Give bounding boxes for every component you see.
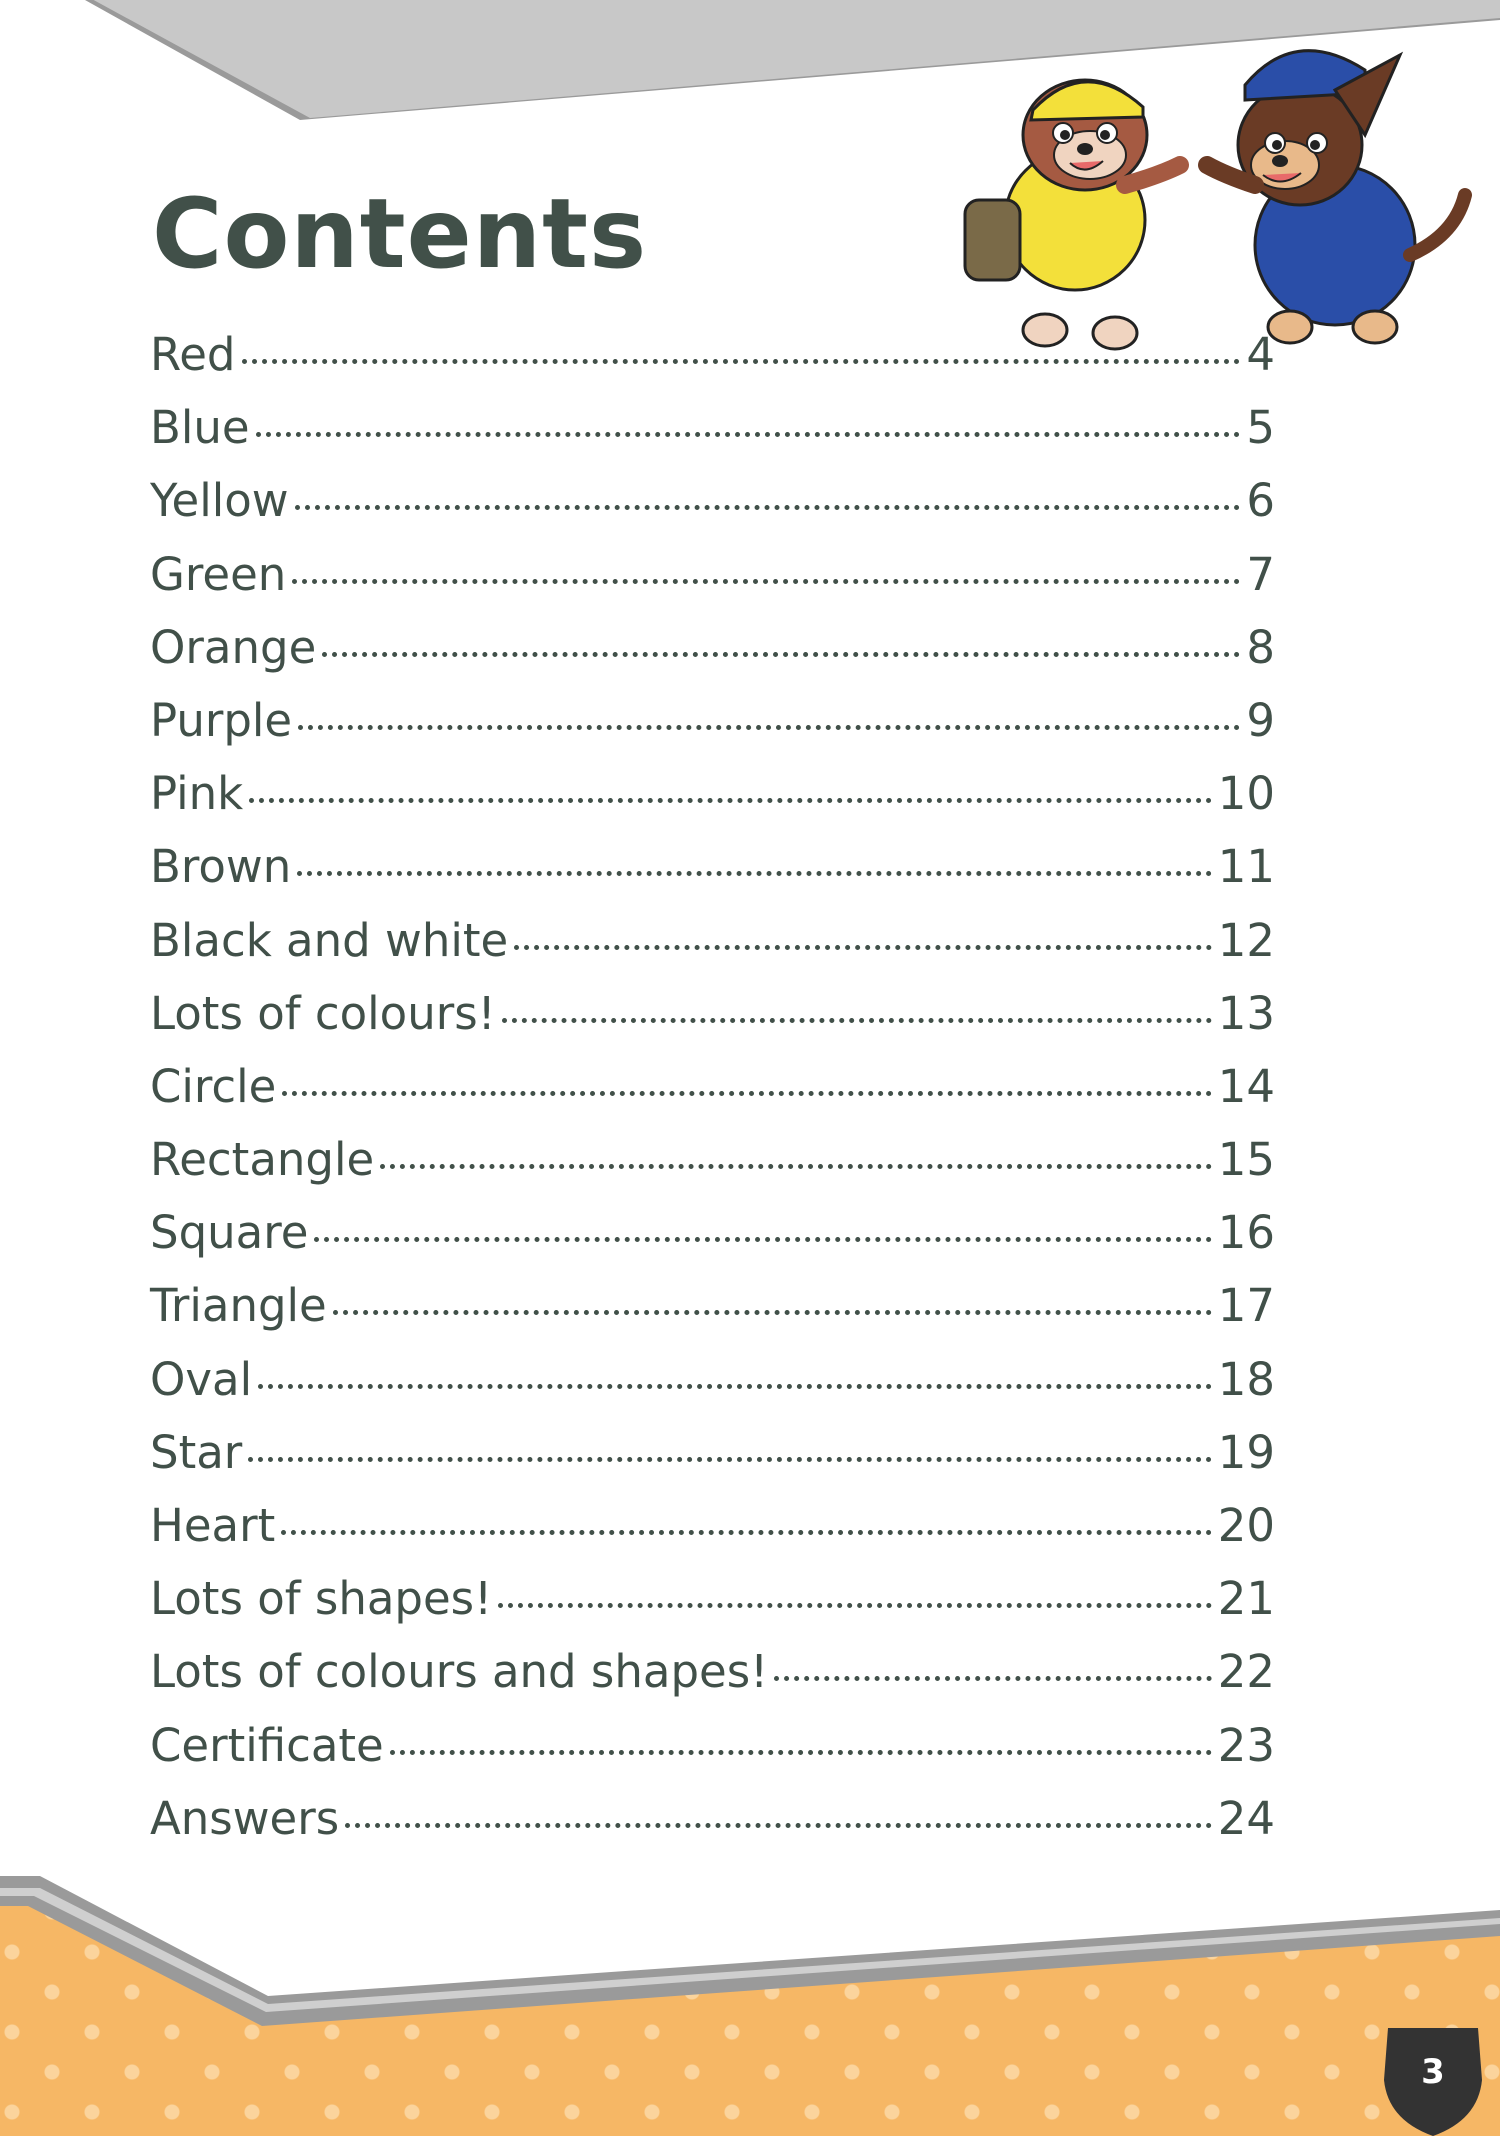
toc-entry [150, 694, 1275, 767]
toc-dot-leader [249, 798, 1212, 803]
toc-entry-label: Pink [150, 767, 244, 821]
toc-entry [150, 548, 1275, 621]
toc-entry [150, 401, 1275, 474]
toc-entry [150, 1719, 1275, 1792]
toc-entry-page: 4 [1246, 328, 1275, 381]
chase-pup-icon [1207, 51, 1465, 343]
toc-entry [150, 914, 1275, 987]
toc-entry-label: Yellow [150, 474, 289, 528]
toc-entry-label: Heart [150, 1499, 276, 1552]
toc-entry-page: 6 [1246, 474, 1275, 528]
toc-entry-label: Purple [150, 693, 293, 747]
toc-entry [150, 1572, 1275, 1645]
toc-entry-page: 21 [1217, 1572, 1275, 1626]
toc-entry [150, 987, 1275, 1060]
toc-dot-leader [390, 1750, 1212, 1755]
toc-dot-leader [297, 871, 1211, 876]
toc-entry [150, 621, 1275, 694]
toc-entry-label: Star [150, 1425, 243, 1479]
toc-entry-page: 16 [1217, 1206, 1275, 1260]
toc-entry-page: 15 [1217, 1133, 1275, 1187]
toc-dot-leader [292, 579, 1240, 584]
toc-entry-page: 23 [1217, 1718, 1275, 1772]
toc-dot-leader [258, 1384, 1212, 1389]
toc-entry-page: 8 [1246, 620, 1275, 674]
toc-entry [150, 767, 1275, 840]
toc-dot-leader [322, 652, 1240, 657]
toc-entry-label: Lots of colours and shapes! [150, 1645, 769, 1699]
toc-dot-leader [774, 1676, 1212, 1681]
toc-entry [150, 1353, 1275, 1426]
toc-dot-leader [498, 1603, 1212, 1608]
toc-dot-leader [314, 1237, 1211, 1242]
toc-entry [150, 328, 1275, 401]
toc-entry [150, 1279, 1275, 1352]
toc-entry [150, 474, 1275, 547]
page-number: 3 [1421, 2052, 1445, 2092]
toc-entry-label: Answers [150, 1791, 340, 1845]
toc-entry-label: Lots of colours! [150, 986, 496, 1040]
toc-dot-leader [295, 505, 1241, 510]
toc-entry-page: 9 [1246, 693, 1275, 747]
toc-dot-leader [248, 1457, 1211, 1462]
toc-entry-label: Blue [150, 401, 250, 455]
toc-entry-page: 22 [1217, 1645, 1275, 1699]
toc-entry-label: Rectangle [150, 1133, 375, 1187]
toc-dot-leader [242, 359, 1241, 364]
toc-dot-leader [281, 1530, 1211, 1535]
toc-dot-leader [380, 1164, 1212, 1169]
toc-entry [150, 1426, 1275, 1499]
toc-dot-leader [502, 1018, 1212, 1023]
toc-entry-page: 19 [1217, 1425, 1275, 1479]
toc-entry-page: 7 [1246, 547, 1275, 601]
toc-entry-page: 13 [1217, 986, 1275, 1040]
toc-entry-page: 11 [1217, 840, 1275, 894]
toc-entry-page: 18 [1217, 1352, 1275, 1406]
toc-entry-label: Circle [150, 1059, 277, 1113]
toc-entry-page: 20 [1217, 1499, 1275, 1552]
toc-entry [150, 1792, 1275, 1865]
toc-entry-label: Black and white [150, 913, 509, 967]
toc-entry-label: Triangle [150, 1279, 327, 1333]
toc-entry-label: Certificate [150, 1718, 384, 1772]
toc-entry [150, 1133, 1275, 1206]
toc-entry-label: Square [150, 1206, 309, 1260]
pup-illustration [945, 15, 1485, 360]
toc-entry-label: Brown [150, 840, 292, 894]
toc-entry-page: 14 [1217, 1059, 1275, 1113]
toc-entry-page: 12 [1217, 913, 1275, 967]
toc-dot-leader [256, 432, 1241, 437]
toc-entry [150, 840, 1275, 913]
toc-entry [150, 1206, 1275, 1279]
toc-entry-page: 24 [1217, 1791, 1275, 1845]
rubble-pup-icon [965, 80, 1180, 349]
toc-dot-leader [282, 1091, 1211, 1096]
table-of-contents [150, 328, 1275, 1865]
toc-dot-leader [514, 945, 1212, 950]
toc-entry-page: 17 [1217, 1279, 1275, 1333]
toc-entry-page: 5 [1246, 401, 1275, 455]
toc-entry-page: 10 [1217, 767, 1275, 821]
toc-dot-leader [345, 1823, 1212, 1828]
toc-entry-label: Oval [150, 1352, 253, 1406]
toc-entry-label: Red [150, 328, 236, 381]
toc-entry [150, 1645, 1275, 1718]
toc-dot-leader [333, 1310, 1212, 1315]
toc-entry-label: Orange [150, 620, 317, 674]
toc-entry [150, 1499, 1275, 1572]
toc-entry-label: Lots of shapes! [150, 1572, 493, 1626]
page-title: Contents [152, 178, 648, 290]
toc-dot-leader [298, 725, 1240, 730]
toc-entry [150, 1060, 1275, 1133]
toc-entry-label: Green [150, 547, 287, 601]
